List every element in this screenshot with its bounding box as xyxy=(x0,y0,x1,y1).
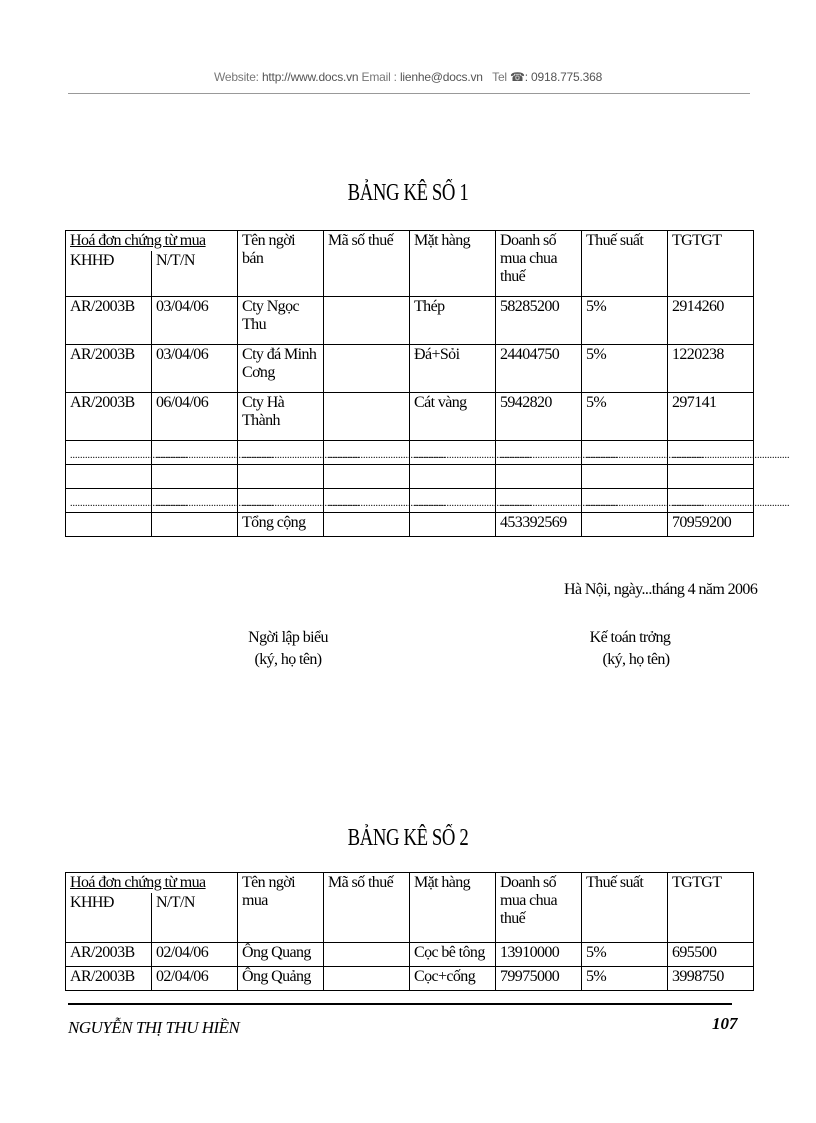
tel-label: Tel xyxy=(492,70,507,84)
accountant-sub: (ký, họ tên) xyxy=(602,651,670,668)
col-party: Tên ngời bán xyxy=(238,231,324,297)
preparer-sub: (ký, họ tên) xyxy=(254,651,322,668)
col-item: Mặt hàng xyxy=(410,873,496,943)
group-header: Hoá đơn chứng từ mua xyxy=(66,231,238,251)
total-vat: 70959200 xyxy=(668,513,754,537)
table1-title: BẢNG KÊ SỐ 1 xyxy=(347,180,469,206)
col-item: Mặt hàng xyxy=(410,231,496,297)
page-number: 107 xyxy=(712,1014,738,1033)
table-row: AR/2003B 02/04/06 Ông Quảng Cọc+cống 79975000 5% 3998750 xyxy=(66,967,754,991)
website-label: Website: xyxy=(213,70,259,84)
email-link[interactable]: lienhe@docs.vn xyxy=(399,70,483,84)
dots-row: ............................................... ............................................... ............................................... ............................................... ............................................... ............................................... ............................................... ............................................... xyxy=(66,489,754,513)
header-divider xyxy=(68,93,750,94)
col-tax-code: Mã số thuế xyxy=(324,873,410,943)
total-label: Tổng cộng xyxy=(238,513,324,537)
signature-date: Hà Nội, ngày...tháng 4 năm 2006 xyxy=(564,581,758,598)
preparer-title: Ngời lập biểu xyxy=(248,629,328,646)
col-rate: Thuế suất xyxy=(582,231,668,297)
table-row: AR/2003B 03/04/06 Cty Ngọc Thu Thép 58285200 5% 2914260 xyxy=(66,297,754,345)
col-khhd: KHHĐ xyxy=(66,893,152,943)
col-rate: Thuế suất xyxy=(582,873,668,943)
col-vat: TGTGT xyxy=(668,231,754,297)
col-tax-code: Mã số thuế xyxy=(324,231,410,297)
total-revenue: 453392569 xyxy=(496,513,582,537)
table-row: AR/2003B 03/04/06 Cty đá Minh Cơng Đá+Sỏi 24404750 5% 1220238 xyxy=(66,345,754,393)
accountant-title: Kế toán trởng xyxy=(589,629,671,646)
email-label: Email : xyxy=(361,70,397,84)
table1 xyxy=(65,230,790,537)
col-revenue: Doanh số mua chua thuế xyxy=(496,231,582,297)
col-khhd: KHHĐ xyxy=(66,251,152,297)
website-link[interactable]: http://www.docs.vn xyxy=(261,70,359,84)
page-header xyxy=(0,70,816,84)
table2 xyxy=(65,872,754,991)
table-row: AR/2003B 02/04/06 Ông Quang Cọc bê tông 13910000 5% 695500 xyxy=(66,943,754,967)
footer-divider xyxy=(68,1003,732,1005)
total-row xyxy=(66,513,754,537)
table2-title: BẢNG KÊ SỐ 2 xyxy=(347,825,469,851)
table-row: AR/2003B 06/04/06 Cty Hà Thành Cát vàng 5942820 5% 297141 xyxy=(66,393,754,441)
group-header: Hoá đơn chứng từ mua xyxy=(66,873,238,893)
col-ntn: N/T/N xyxy=(152,893,238,943)
col-party: Tên ngời mua xyxy=(238,873,324,943)
col-vat: TGTGT xyxy=(668,873,754,943)
empty-row xyxy=(66,465,754,489)
dots-row: ............................................... ............................................... ............................................... ............................................... ............................................... ............................................... ............................................... ............................................... xyxy=(66,441,754,465)
col-revenue: Doanh số mua chua thuế xyxy=(496,873,582,943)
col-ntn: N/T/N xyxy=(152,251,238,297)
tel-number: ☎: 0918.775.368 xyxy=(510,70,603,84)
author-name: NGUYỄN THỊ THU HIỀN xyxy=(68,1018,240,1037)
